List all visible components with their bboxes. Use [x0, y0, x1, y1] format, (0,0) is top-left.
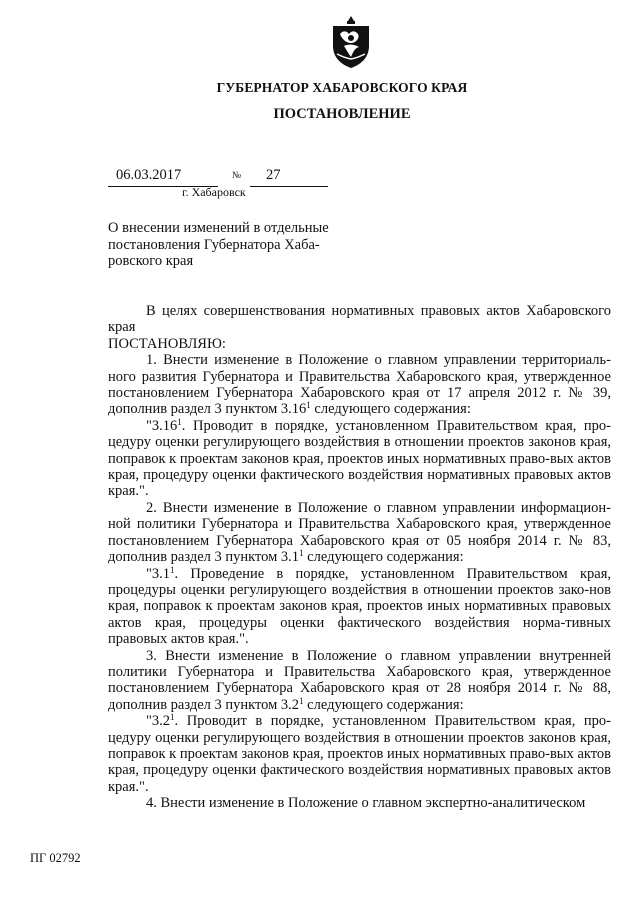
- decree-date: 06.03.2017: [108, 167, 218, 187]
- item-1: 1. Внести изменение в Положение о главном управлении территориаль-ного развития Губернатора и Правительства Хабаровского края, утвержденное постановлением Губернатора Хабаровского края от 17 апреля 2012 г. № 39, дополнив раздел 3 пунктом 3.16$^1$ следующего содержания:: [108, 352, 611, 418]
- city: г. Хабаровск: [182, 185, 246, 199]
- item-4-start: 4. Внести изменение в Положение о главном экспертно-аналитическом: [146, 795, 586, 812]
- decree-subject: О внесении изменений в отдельные постановления Губернатора Хаба-ровского края: [108, 220, 329, 269]
- intro-paragraph: В целях совершенствования нормативных правовых актов Хабаровского края: [108, 303, 611, 336]
- item-3-quote: "$3.2^1$. Проводит в порядке, установленном Правительством края, про-цедуру оценки регулирующего воздействия в отношении проектов законов края, поправок к проектам законов края, проектов иных нормативных право-вых актов края, процедуру оценки фактического воздействия нормативных правовых актов края.".: [108, 712, 611, 795]
- decree-body: [108, 303, 611, 812]
- item-3: 3. Внести изменение в Положение о главном управлении внутренней политики Губернатора и Правительства Хабаровского края, утвержденное постановлением Губернатора Хабаровского края от 28 ноября 2014 г. № 88, дополнив раздел 3 пунктом $3.2^1$ следующего содержания:: [108, 647, 611, 713]
- number-sign: №: [232, 171, 242, 181]
- item-1-quote: "3.16$^1$. Проводит в порядке, установленном Правительством края, про-цедуру оценки регулирующего воздействия в отношении проектов законов края, поправок к проектам законов края, проектов иных нормативных право-вых актов края, процедуру оценки фактического воздействия нормативных правовых актов края.".: [108, 416, 611, 500]
- item-2-quote: "$3.1^1$. Проведение в порядке, установленном Правительством края, процедуры оценки регулирующего воздействия в отношении проектов зако-нов края, поправок к проектам законов края, проектов иных нормативных правовых актов края, процедуры оценки фактического воздействия норма-тивных правовых актов края.".: [108, 564, 611, 648]
- issuer-title: ГУБЕРНАТОР ХАБАРОВСКОГО КРАЯ: [216, 80, 468, 95]
- document-code: ПГ 02792: [30, 851, 81, 865]
- item-2: 2. Внести изменение в Положение о главном управлении информацион-ной политики Губернатора и Правительства Хабаровского края, утвержденное постановлением Губернатора Хабаровского края от 05 ноября 2014 г. № 83, дополнив раздел 3 пунктом $3.1^1$ следующего содержания:: [108, 499, 611, 566]
- decree-word: ПОСТАНОВЛЯЮ:: [108, 335, 226, 352]
- document-type: ПОСТАНОВЛЕНИЕ: [273, 106, 411, 122]
- coat-of-arms-icon: [327, 14, 375, 70]
- decree-number: 27: [250, 167, 328, 187]
